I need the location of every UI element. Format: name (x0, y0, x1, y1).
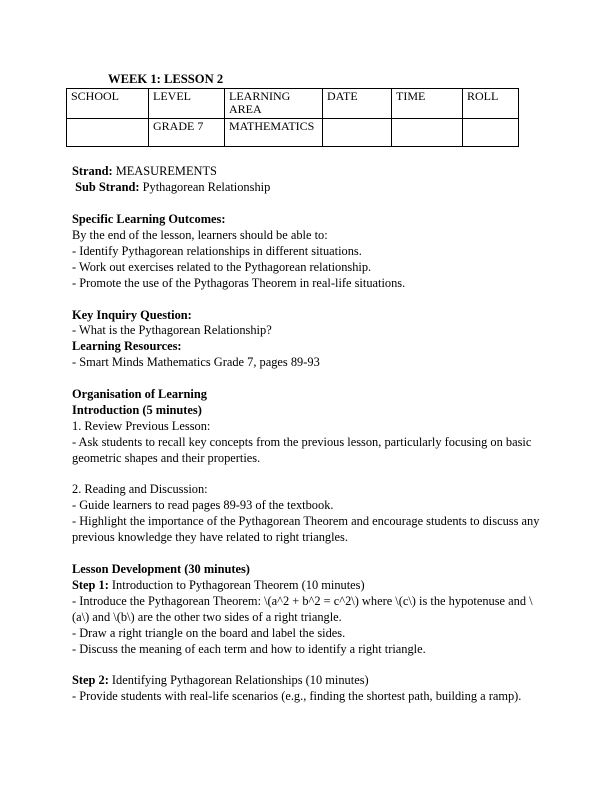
paragraph (72, 355, 540, 371)
bold-text: Step 1: (72, 577, 109, 592)
table-cell: DATE (323, 89, 392, 119)
paragraph (72, 689, 540, 705)
paragraph (72, 514, 543, 546)
text: 2. Reading and Discussion: (72, 482, 208, 497)
bold-text: Sub Strand: (75, 180, 140, 195)
info-table (66, 88, 519, 147)
paragraph (72, 164, 540, 180)
paragraph (72, 673, 540, 689)
paragraph (72, 403, 540, 419)
paragraph (72, 339, 540, 355)
bold-text: Learning Resources: (72, 339, 182, 354)
paragraph (72, 482, 540, 498)
text: - Guide learners to read pages 89-93 of the textbook. (72, 498, 334, 513)
paragraph-spacer (72, 371, 540, 387)
text: - Promote the use of the Pythagoras Theorem in real-life situations. (72, 275, 406, 290)
bold-text: Organisation of Learning (72, 387, 207, 402)
text: 1. Review Previous Lesson: (72, 418, 211, 433)
paragraph-spacer (72, 657, 540, 673)
table-row (67, 119, 519, 147)
bold-text: Key Inquiry Question: (72, 307, 192, 322)
paragraph (72, 276, 540, 292)
text: - What is the Pythagorean Relationship? (72, 323, 272, 338)
table-cell (67, 119, 149, 147)
paragraph-spacer (72, 292, 540, 308)
paragraph (72, 626, 540, 642)
paragraph (72, 578, 540, 594)
text: - Ask students to recall key concepts from the previous lesson, particularly focusing on basic geometric shapes and their properties. (72, 434, 535, 465)
table-cell (463, 119, 519, 147)
table-cell: TIME (392, 89, 463, 119)
paragraph-spacer (72, 546, 540, 562)
text: By the end of the lesson, learners should be able to: (72, 228, 328, 243)
paragraph (72, 260, 540, 276)
text: - Smart Minds Mathematics Grade 7, pages 89-93 (72, 355, 320, 370)
text: - Provide students with real-life scenarios (e.g., finding the shortest path, building a ramp). (72, 689, 522, 704)
text: - Work out exercises related to the Pythagorean relationship. (72, 259, 372, 274)
document-body (72, 164, 543, 705)
table-cell (323, 119, 392, 147)
table-cell: SCHOOL (67, 89, 149, 119)
table-cell: LEVEL (149, 89, 225, 119)
text: - Identify Pythagorean relationships in different situations. (72, 243, 362, 258)
table-cell: MATHEMATICS (225, 119, 323, 147)
text: Introduction to Pythagorean Theorem (10 minutes) (108, 577, 365, 592)
paragraph (72, 308, 540, 324)
text: - Introduce the Pythagorean Theorem: \(a^2 + b^2 = c^2\) where \(c\) is the hypotenuse and \(a\) and \(b\) are the other two sides of a right triangle. (72, 593, 533, 624)
table-row (67, 89, 519, 119)
paragraph (72, 562, 540, 578)
paragraph (72, 594, 540, 626)
paragraph (72, 244, 540, 260)
paragraph (72, 642, 540, 658)
table-cell: ROLL (463, 89, 519, 119)
paragraph (72, 498, 540, 514)
bold-text: Lesson Development (30 minutes) (72, 561, 250, 576)
paragraph (72, 212, 540, 228)
paragraph (72, 387, 540, 403)
paragraph (72, 435, 540, 467)
text: Pythagorean Relationship (139, 180, 271, 195)
bold-text: Strand: (72, 164, 113, 179)
bold-text: Specific Learning Outcomes: (72, 212, 226, 227)
paragraph (72, 180, 540, 196)
text: - Highlight the importance of the Pythagorean Theorem and encourage students to discuss any previous knowledge they have related to right triangles. (72, 514, 543, 545)
paragraph (72, 323, 540, 339)
page-title: WEEK 1: LESSON 2 (108, 72, 224, 86)
paragraph (72, 228, 540, 244)
paragraph (72, 419, 540, 435)
text: - Discuss the meaning of each term and how to identify a right triangle. (72, 641, 426, 656)
paragraph-spacer (72, 196, 540, 212)
text: Identifying Pythagorean Relationships (10 minutes) (108, 673, 369, 688)
paragraph-spacer (72, 467, 540, 483)
info-table-body (67, 89, 519, 147)
table-cell: GRADE 7 (149, 119, 225, 147)
bold-text: Step 2: (72, 673, 109, 688)
text: - Draw a right triangle on the board and label the sides. (72, 625, 346, 640)
bold-text: Introduction (5 minutes) (72, 402, 202, 417)
text: MEASUREMENTS (112, 164, 217, 179)
table-cell (392, 119, 463, 147)
table-cell: LEARNING AREA (225, 89, 323, 119)
